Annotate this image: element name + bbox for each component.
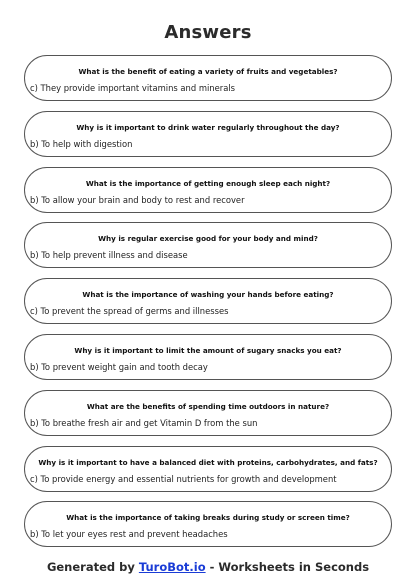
answer-card — [24, 501, 392, 547]
answer-card — [24, 111, 392, 157]
answer-card — [24, 55, 392, 101]
question-text: Why is it important to limit the amount of sugary snacks you eat? — [74, 345, 342, 355]
answer-text: c) They provide important vitamins and minerals — [30, 83, 236, 93]
answer-text: c) To prevent the spread of germs and illnesses — [30, 306, 229, 317]
answer-card — [24, 278, 392, 324]
answer-text: b) To help prevent illness and disease — [30, 250, 188, 261]
question-text: What is the importance of washing your hands before eating? — [82, 290, 334, 300]
answer-text: b) To breathe fresh air and get Vitamin D from the sun — [30, 417, 258, 428]
page-title: Answers — [164, 22, 252, 43]
answer-card — [24, 446, 392, 492]
footer-prefix: Generated by — [46, 560, 135, 574]
footer-suffix: - Worksheets in Seconds — [209, 560, 370, 574]
answer-card — [24, 334, 392, 380]
question-text: What is the importance of getting enough sleep each night? — [85, 178, 331, 188]
answer-text: c) To provide energy and essential nutrients for growth and development — [30, 473, 337, 484]
answer-list — [24, 55, 392, 557]
answer-text: b) To help with digestion — [30, 138, 133, 149]
question-text: What is the benefit of eating a variety of fruits and vegetables? — [78, 67, 338, 76]
question-text: What are the benefits of spending time outdoors in nature? — [86, 401, 330, 411]
question-text: Why is it important to drink water regularly throughout the day? — [76, 122, 340, 132]
answer-card — [24, 222, 392, 268]
answer-text: b) To let your eyes rest and prevent headaches — [30, 529, 228, 540]
turobot-link[interactable]: TuroBot.io — [138, 560, 206, 574]
answer-card — [24, 390, 392, 436]
answer-text: b) To prevent weight gain and tooth decay — [30, 361, 208, 372]
answer-card — [24, 167, 392, 213]
answer-text: b) To allow your brain and body to rest and recover — [30, 194, 245, 205]
question-text: Why is it important to have a balanced diet with proteins, carbohydrates, and fats? — [38, 457, 378, 467]
question-text: What is the importance of taking breaks during study or screen time? — [66, 513, 350, 523]
footer — [0, 560, 416, 574]
question-text: Why is regular exercise good for your body and mind? — [98, 234, 318, 244]
